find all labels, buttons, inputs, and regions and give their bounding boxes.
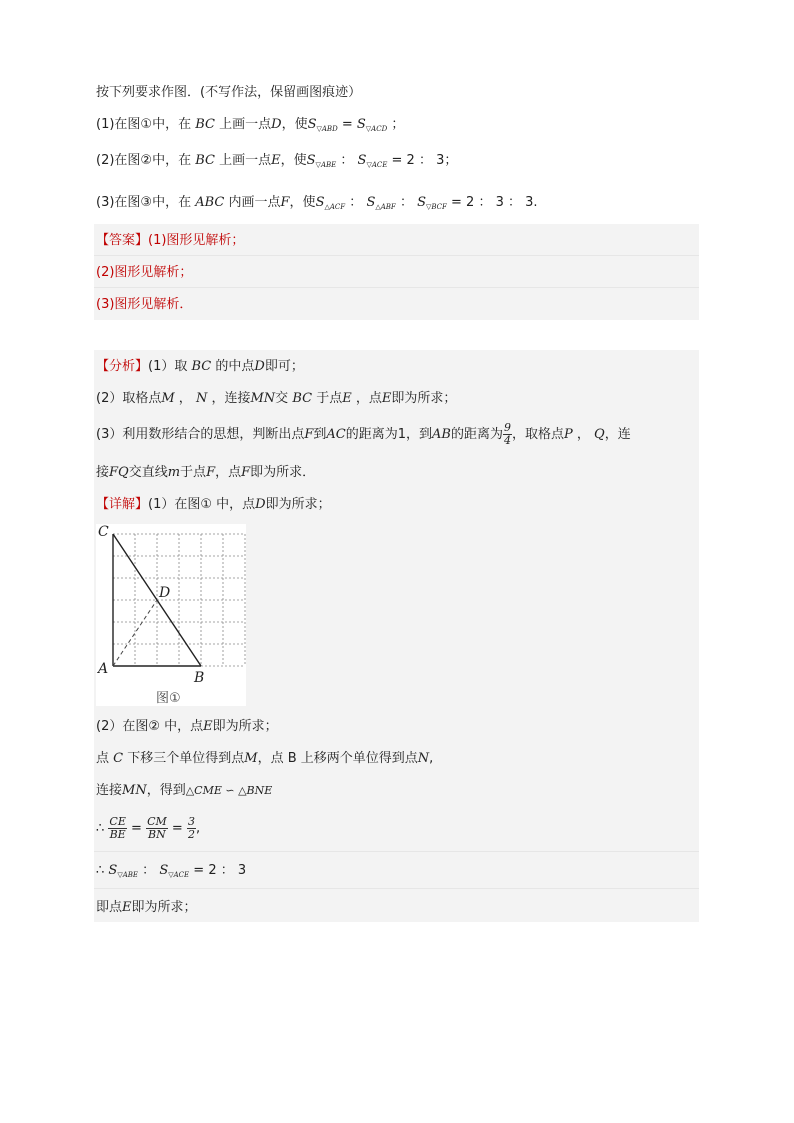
detail-line-6: ∴ $S_{▽ABE}$ ： $S_{▽ACE} = 2$ ： 3	[96, 863, 247, 879]
question-1: (1)在图①中，在 BC 上画一点D，使$S_{▽ABD} = S_{▽ACD}$ ；	[96, 117, 405, 133]
divider	[94, 255, 699, 256]
detail-line-1: 【详解】(1）在图① 中，点D即为所求；	[96, 497, 331, 512]
fraction-cm-bn: $\frac{CM}{BN}$	[147, 815, 167, 841]
analysis-line-4: 接FQ交直线m于点F，点F即为所求．	[96, 465, 316, 480]
figure-1-diagram	[96, 524, 246, 706]
detail-line-7: 即点E即为所求；	[96, 900, 197, 915]
median-ad	[113, 600, 157, 666]
label-d: D	[159, 585, 171, 601]
label-a: A	[98, 661, 109, 677]
figure-1	[96, 524, 246, 706]
detail-line-2: (2）在图② 中，点E即为所求；	[96, 719, 278, 734]
analysis-line-1: 【分析】(1）取 BC 的中点D即可；	[96, 359, 304, 374]
question-2: (2)在图②中，在 BC 上画一点E，使$S_{▽ABE}$ ： $S_{▽ACE} = 2$ ： 3；	[96, 153, 458, 169]
answer-line-2: (2)图形见解析；	[96, 265, 193, 280]
analysis-line-3: (3）利用数形结合的思想，判断出点F到AC的距离为1，到AB的距离为 $\frac{9}{4}$ ，取格点P ， Q，连	[96, 421, 631, 447]
analysis-line-2: (2）取格点M ， N ，连接MN交 BC 于点E ，点E即为所求；	[96, 391, 457, 406]
divider	[94, 888, 699, 889]
fraction-nine-fourths: $\frac{9}{4}$	[503, 421, 511, 447]
grid	[113, 534, 245, 666]
figure-caption: 图①	[156, 691, 181, 706]
detail-line-3: 点 C 下移三个单位得到点M，点 B 上移两个单位得到点N,	[96, 751, 434, 766]
divider	[94, 851, 699, 852]
fraction-ce-be: $\frac{CE}{BE}$	[109, 815, 126, 841]
detail-line-4: 连接MN，得到△CME ∽ △BNE	[96, 783, 273, 798]
question-3: (3)在图③中，在 ABC 内画一点F，使$S_{\triangle ACF}$ ： $S_{\triangle ABF}$ ： $S_{▽BCF} = 2$ ： 3 ： 3.	[96, 195, 538, 211]
detail-line-5: ∴ $\frac{CE}{BE}$ = $\frac{CM}{BN}$ = $\frac{3}{2}$ ,	[96, 815, 201, 841]
divider	[94, 287, 699, 288]
fraction-three-halves: $\frac{3}{2}$	[187, 815, 195, 841]
problem-intro: 按下列要求作图．(不写作法，保留画图痕迹）	[96, 85, 362, 100]
answer-line-3: (3)图形见解析．	[96, 297, 193, 312]
label-b: B	[194, 670, 205, 686]
answer-line-1: 【答案】(1)图形见解析；	[96, 233, 245, 248]
label-c: C	[98, 524, 109, 540]
